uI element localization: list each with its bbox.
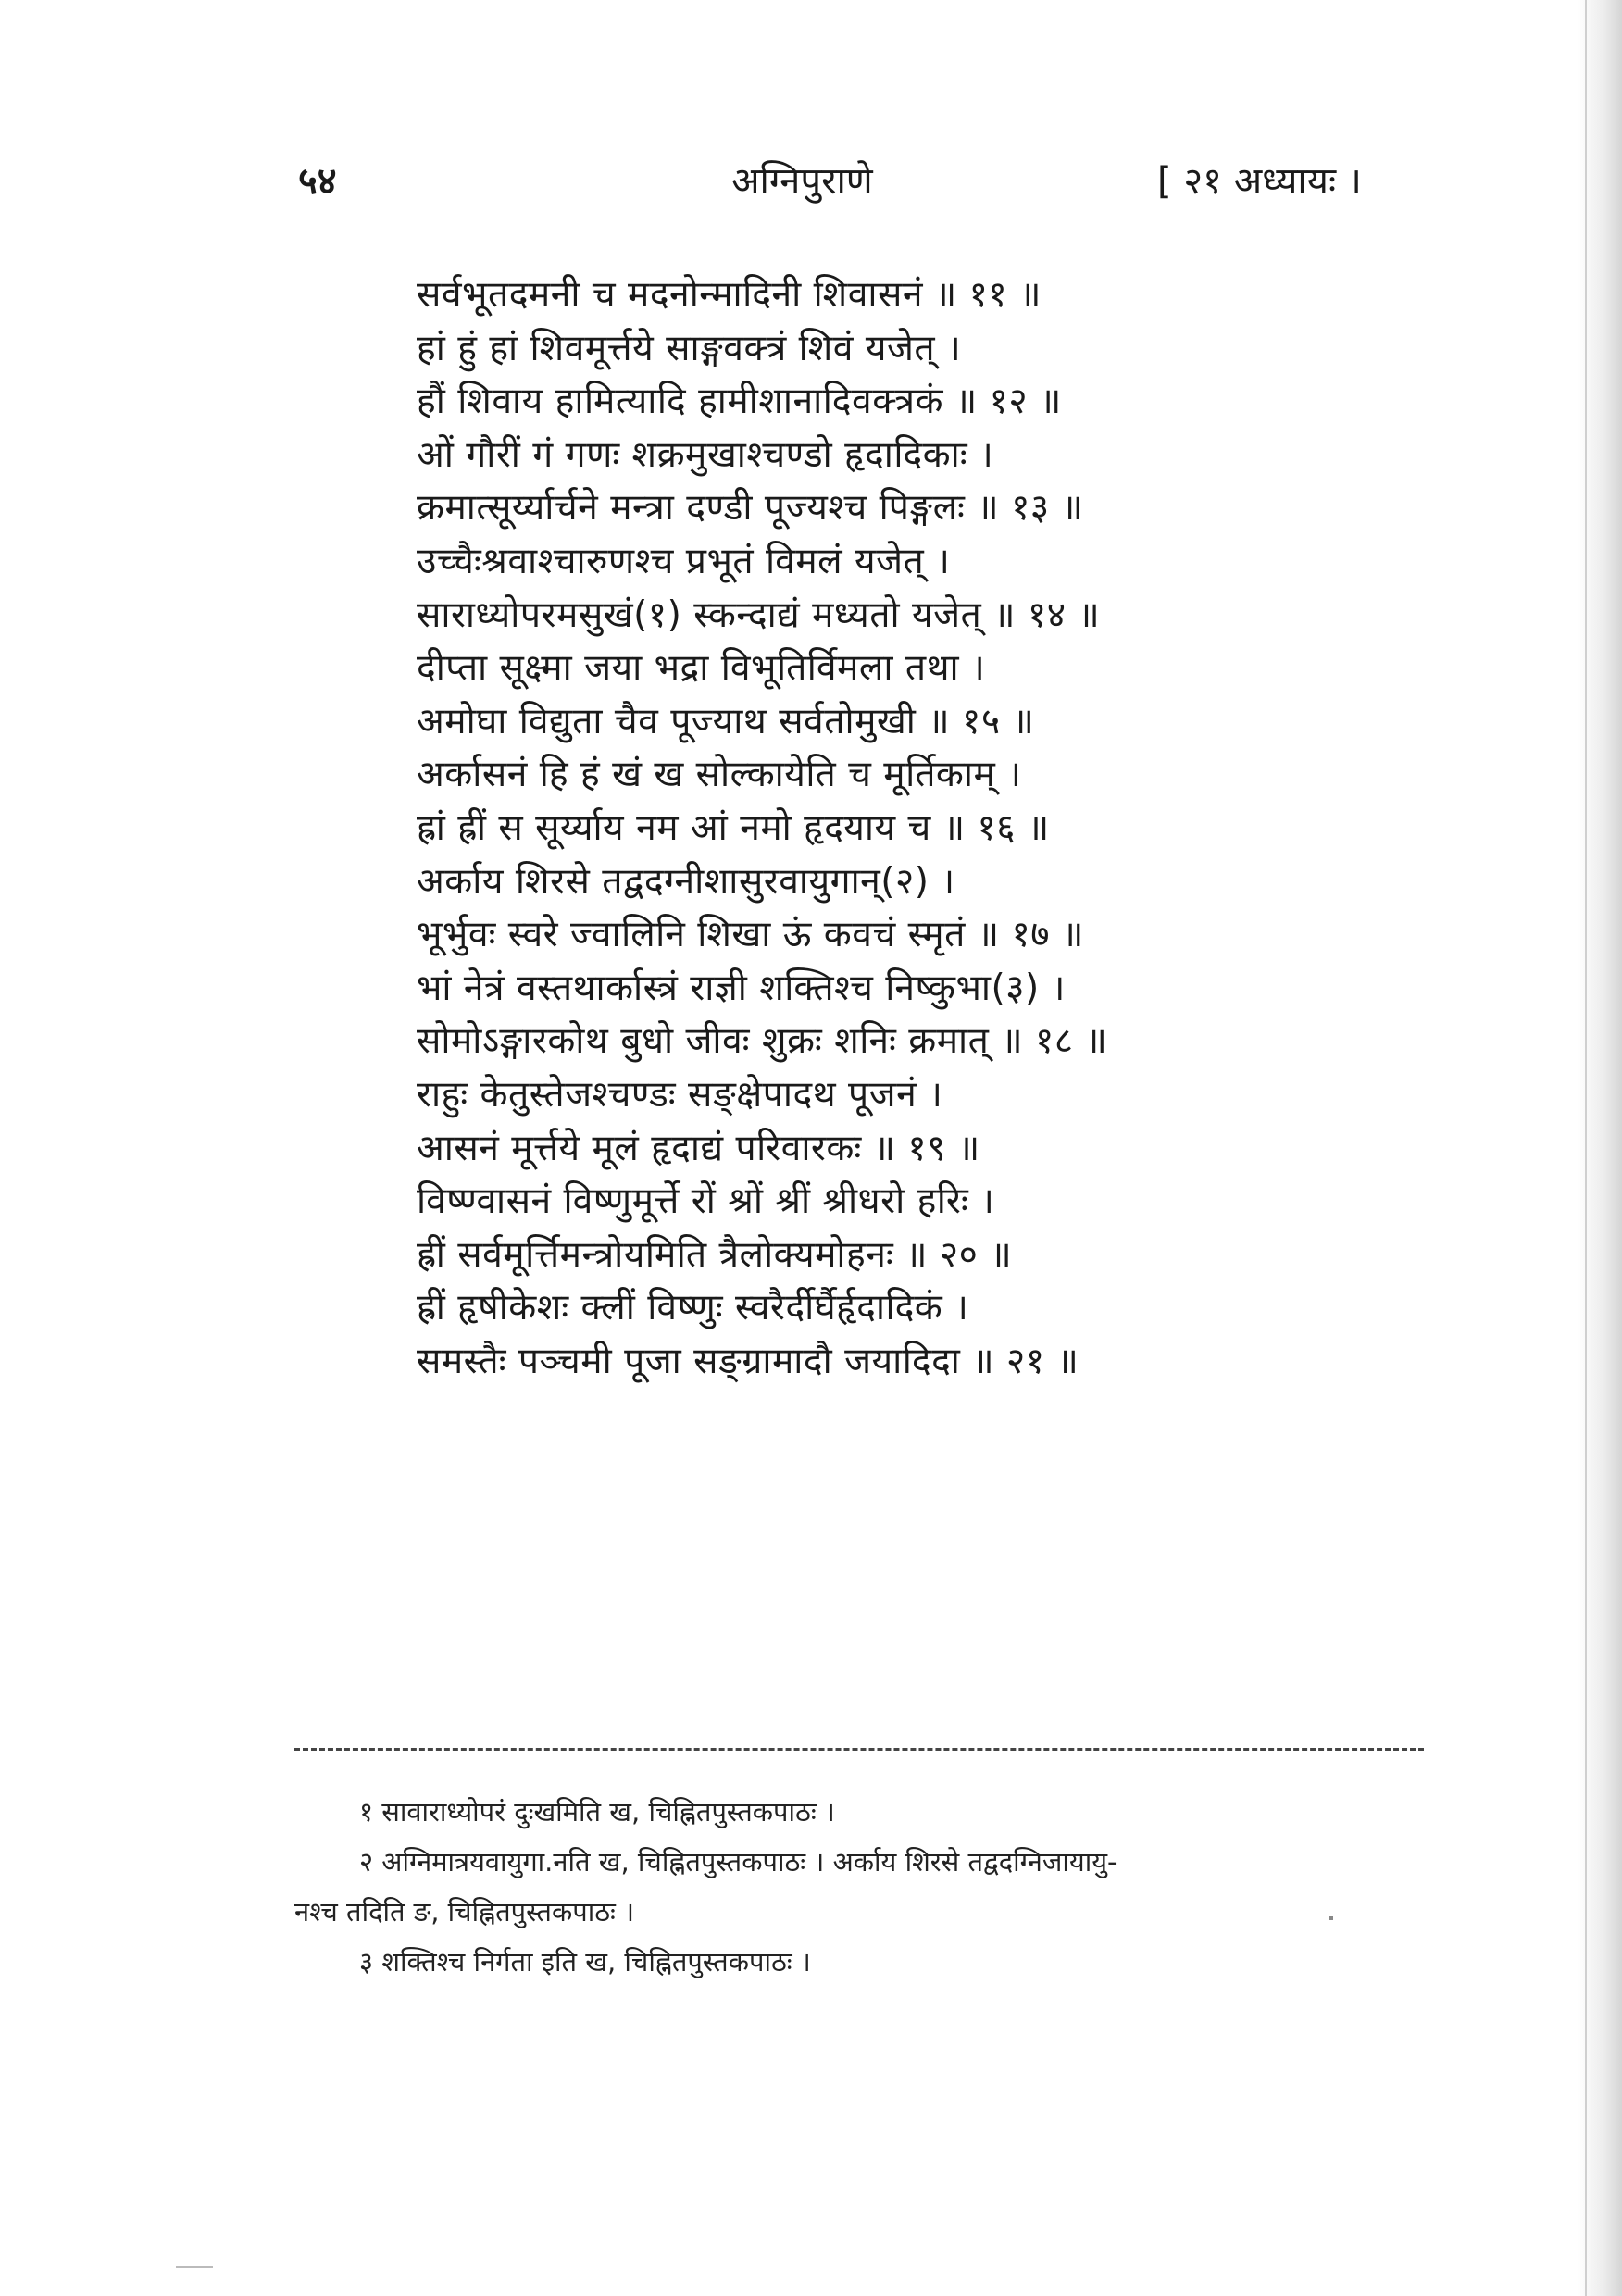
verse-line: ह्रां ह्रीं स सूर्य्याय नम आं नमो हृदयाय च ॥ १६ ॥ xyxy=(417,806,1050,849)
footnote-3: ३ शक्तिश्च निर्गता इति ख, चिह्नितपुस्तकपाठः । xyxy=(359,1946,811,1978)
verse-line: ओं गौरीं गं गणः शक्रमुखाश्चण्डो हृदादिकाः । xyxy=(417,433,994,476)
verse-line: हां हुं हां शिवमूर्त्तये साङ्गवक्त्रं शिवं यजेत् । xyxy=(417,327,962,369)
footnote-1: १ सावाराध्योपरं दुःखमिति ख, चिह्नितपुस्तकपाठः । xyxy=(359,1796,835,1828)
verse-line: सोमोऽङ्गारकोथ बुधो जीवः शुक्रः शनिः क्रमात् ॥ १८ ॥ xyxy=(417,1020,1108,1063)
binding-edge-shadow xyxy=(1578,0,1622,2296)
verse-line: क्रमात्सूर्य्यार्चने मन्त्रा दण्डी पूज्यश्च पिङ्गलः ॥ १३ ॥ xyxy=(417,487,1084,530)
verse-line: हौं शिवाय हामित्यादि हामीशानादिवक्त्रकं ॥ १२ ॥ xyxy=(417,381,1062,423)
verse-line: राहुः केतुस्तेजश्चण्डः सङ्क्षेपादथ पूजनं । xyxy=(417,1073,943,1116)
footnote-2: २ अग्निमात्रयवायुगा.नति ख, चिह्नितपुस्तकपाठः । अर्काय शिरसे तद्वदग्निजायायु- xyxy=(359,1846,1117,1878)
verse-line: सर्वभूतदमनी च मदनोन्मादिनी शिवासनं ॥ ११ ॥ xyxy=(417,274,1042,316)
verse-line: भां नेत्रं वस्तथार्कास्त्रं राज्ञी शक्तिश्च निष्कुभा(३) । xyxy=(417,967,1066,1009)
verse-line: ह्रीं हृषीकेशः क्लीं विष्णुः स्वरैर्दीर्घैर्हृदादिकं । xyxy=(417,1287,969,1329)
verse-line: ह्रीं सर्वमूर्त्तिमन्त्रोयमिति त्रैलोक्यमोहनः ॥ २० ॥ xyxy=(417,1233,1013,1276)
scan-speck xyxy=(176,2266,213,2268)
verse-line: उच्चैःश्रवाश्चारुणश्च प्रभूतं विमलं यजेत् । xyxy=(417,540,951,582)
verse-line: विष्ण्वासनं विष्णुमूर्त्ते रों श्रों श्रीं श्रीधरो हरिः । xyxy=(417,1180,995,1223)
verse-block xyxy=(417,268,1361,1388)
verse-line: समस्तैः पञ्चमी पूजा सङ्ग्रामादौ जयादिदा ॥ २१ ॥ xyxy=(417,1340,1079,1382)
footnote-2-continuation: नश्च तदिति ङ, चिह्नितपुस्तकपाठः । xyxy=(294,1896,635,1928)
verse-line: आसनं मूर्त्तये मूलं हृदाद्यं परिवारकः ॥ १९ ॥ xyxy=(417,1127,980,1169)
scan-speck xyxy=(1329,1916,1333,1920)
verse-line: साराध्योपरमसुखं(१) स्कन्दाद्यं मध्यतो यजेत् ॥ १४ ॥ xyxy=(417,593,1101,636)
verse-line: दीप्ता सूक्ष्मा जया भद्रा विभूतिर्विमला तथा । xyxy=(417,647,986,690)
page-header xyxy=(0,154,1622,209)
running-title: अग्निपुराणे xyxy=(731,160,873,203)
verse-line: अर्कासनं हि हं खं ख सोल्कायेति च मूर्तिकाम् । xyxy=(417,754,1022,796)
chapter-reference: [ २१ अध्यायः । xyxy=(1157,160,1362,203)
verse-line: भूर्भुवः स्वरे ज्वालिनि शिखा ऊं कवचं स्मृतं ॥ १७ ॥ xyxy=(417,914,1084,956)
page-number: ५४ xyxy=(298,160,337,203)
footnotes xyxy=(294,1787,1442,1987)
footnote-separator xyxy=(294,1748,1424,1751)
verse-line: अर्काय शिरसे तद्वदग्नीशासुरवायुगान्(२) । xyxy=(417,860,955,903)
verse-line: अमोघा विद्युता चैव पूज्याथ सर्वतोमुखी ॥ १५ ॥ xyxy=(417,700,1035,742)
